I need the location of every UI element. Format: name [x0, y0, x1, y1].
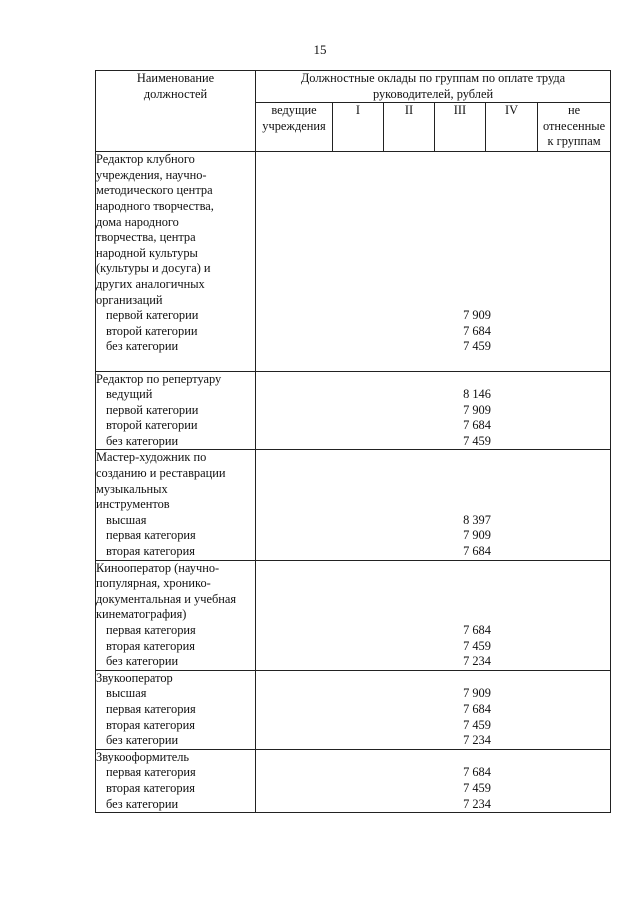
header-line: должностей — [143, 86, 208, 101]
position-names-cell — [96, 670, 256, 749]
col-group-1: I — [333, 103, 384, 152]
position-title-line: Редактор клубного — [96, 152, 195, 167]
position-title-line: документальная и учебная — [96, 591, 237, 606]
salary-value: 8 146 — [463, 387, 491, 402]
position-title-line: музыкальных — [96, 481, 168, 496]
position-title-line: народного творчества, — [96, 198, 214, 213]
col-not-assigned: не отнесенные к группам — [538, 103, 611, 152]
category-label: без категории — [106, 796, 179, 811]
category-label: первая категория — [106, 623, 196, 637]
position-section — [96, 749, 611, 812]
salary-value: 7 909 — [463, 686, 491, 701]
position-title-line: Мастер-художник по — [96, 450, 207, 465]
header-line: Должностные оклады по группам по оплате труда — [300, 71, 566, 85]
position-title-line: организаций — [96, 292, 163, 307]
position-names-cell — [96, 560, 256, 670]
salary-value: 7 459 — [463, 717, 491, 732]
salary-value: 7 459 — [463, 339, 491, 354]
position-section — [96, 152, 611, 371]
salary-groups-header — [256, 71, 611, 103]
position-title-line: Кинооператор (научно- — [96, 560, 220, 575]
salary-value: 7 684 — [463, 623, 491, 637]
header-line: руководителей, рублей — [372, 86, 494, 101]
position-title-line: инструментов — [96, 497, 170, 512]
category-label: второй категории — [106, 418, 198, 433]
salary-value: 7 684 — [463, 701, 491, 716]
position-title-line: созданию и реставрации — [96, 466, 226, 481]
salary-value: 7 234 — [463, 733, 491, 748]
position-title-line: методического центра — [96, 183, 213, 198]
position-names-cell — [96, 749, 256, 812]
position-section — [96, 670, 611, 749]
salary-value: 7 459 — [463, 638, 491, 653]
salary-value: 7 909 — [463, 528, 491, 543]
position-title-line: (культуры и досуга) и — [96, 261, 211, 276]
salary-values-cell — [256, 560, 611, 670]
category-label: без категории — [106, 733, 179, 748]
position-section — [96, 450, 611, 560]
page-number: 15 — [313, 42, 327, 57]
salary-values-cell — [256, 152, 611, 371]
position-title-line: Звукооператор — [96, 670, 173, 685]
salary-values-cell — [256, 670, 611, 749]
position-names-cell — [96, 371, 256, 450]
position-title-line: Редактор по репертуару — [96, 371, 222, 386]
category-label: вторая категория — [106, 717, 195, 732]
category-label: вторая категория — [106, 638, 195, 653]
salary-value: 7 909 — [463, 402, 491, 417]
col-leading-institutions: ведущие учреждения — [256, 103, 333, 152]
category-label: первой категории — [106, 308, 199, 323]
salary-value: 7 909 — [463, 308, 491, 323]
salary-value: 7 684 — [463, 544, 491, 559]
category-label: первая категория — [106, 701, 196, 716]
position-names-cell — [96, 450, 256, 560]
position-title-line: творчества, центра — [96, 230, 196, 245]
position-section — [96, 371, 611, 450]
category-label: первая категория — [106, 528, 196, 543]
salary-values-cell — [256, 749, 611, 812]
salary-table — [95, 70, 611, 813]
category-label: без категории — [106, 339, 179, 354]
salary-value: 7 684 — [463, 765, 491, 780]
position-title-line: других аналогичных — [96, 276, 205, 291]
salary-values-cell — [256, 371, 611, 450]
position-name-header — [96, 71, 256, 152]
category-label: второй категории — [106, 323, 198, 338]
category-label: высшая — [106, 512, 147, 527]
salary-values-cell — [256, 450, 611, 560]
position-title-line: учреждения, научно- — [96, 167, 207, 182]
category-label: высшая — [106, 686, 147, 701]
salary-value: 8 397 — [463, 512, 491, 527]
col-group-3: III — [435, 103, 486, 152]
table-body — [96, 152, 611, 813]
category-label: вторая категория — [106, 544, 195, 559]
position-title-line: кинематография) — [96, 607, 187, 622]
position-title-line: Звукооформитель — [96, 749, 190, 764]
salary-sheet — [95, 70, 610, 813]
col-group-4: IV — [486, 103, 538, 152]
category-label: без категории — [106, 433, 179, 448]
salary-value: 7 684 — [463, 323, 491, 338]
salary-value: 7 459 — [463, 780, 491, 795]
category-label: первой категории — [106, 402, 199, 417]
position-section — [96, 560, 611, 670]
position-names-cell — [96, 152, 256, 371]
position-title-line: народной культуры — [96, 245, 198, 260]
position-title-line: популярная, хронико- — [96, 576, 211, 591]
salary-value: 7 234 — [463, 654, 491, 669]
category-label: без категории — [106, 654, 179, 669]
category-label: ведущий — [106, 387, 153, 402]
col-group-2: II — [384, 103, 435, 152]
category-label: первая категория — [106, 765, 196, 780]
salary-value: 7 684 — [463, 418, 491, 433]
category-label: вторая категория — [106, 780, 195, 795]
header-line: Наименование — [136, 71, 215, 85]
salary-value: 7 234 — [463, 796, 491, 811]
position-title-line: дома народного — [96, 214, 179, 229]
salary-value: 7 459 — [463, 433, 491, 448]
